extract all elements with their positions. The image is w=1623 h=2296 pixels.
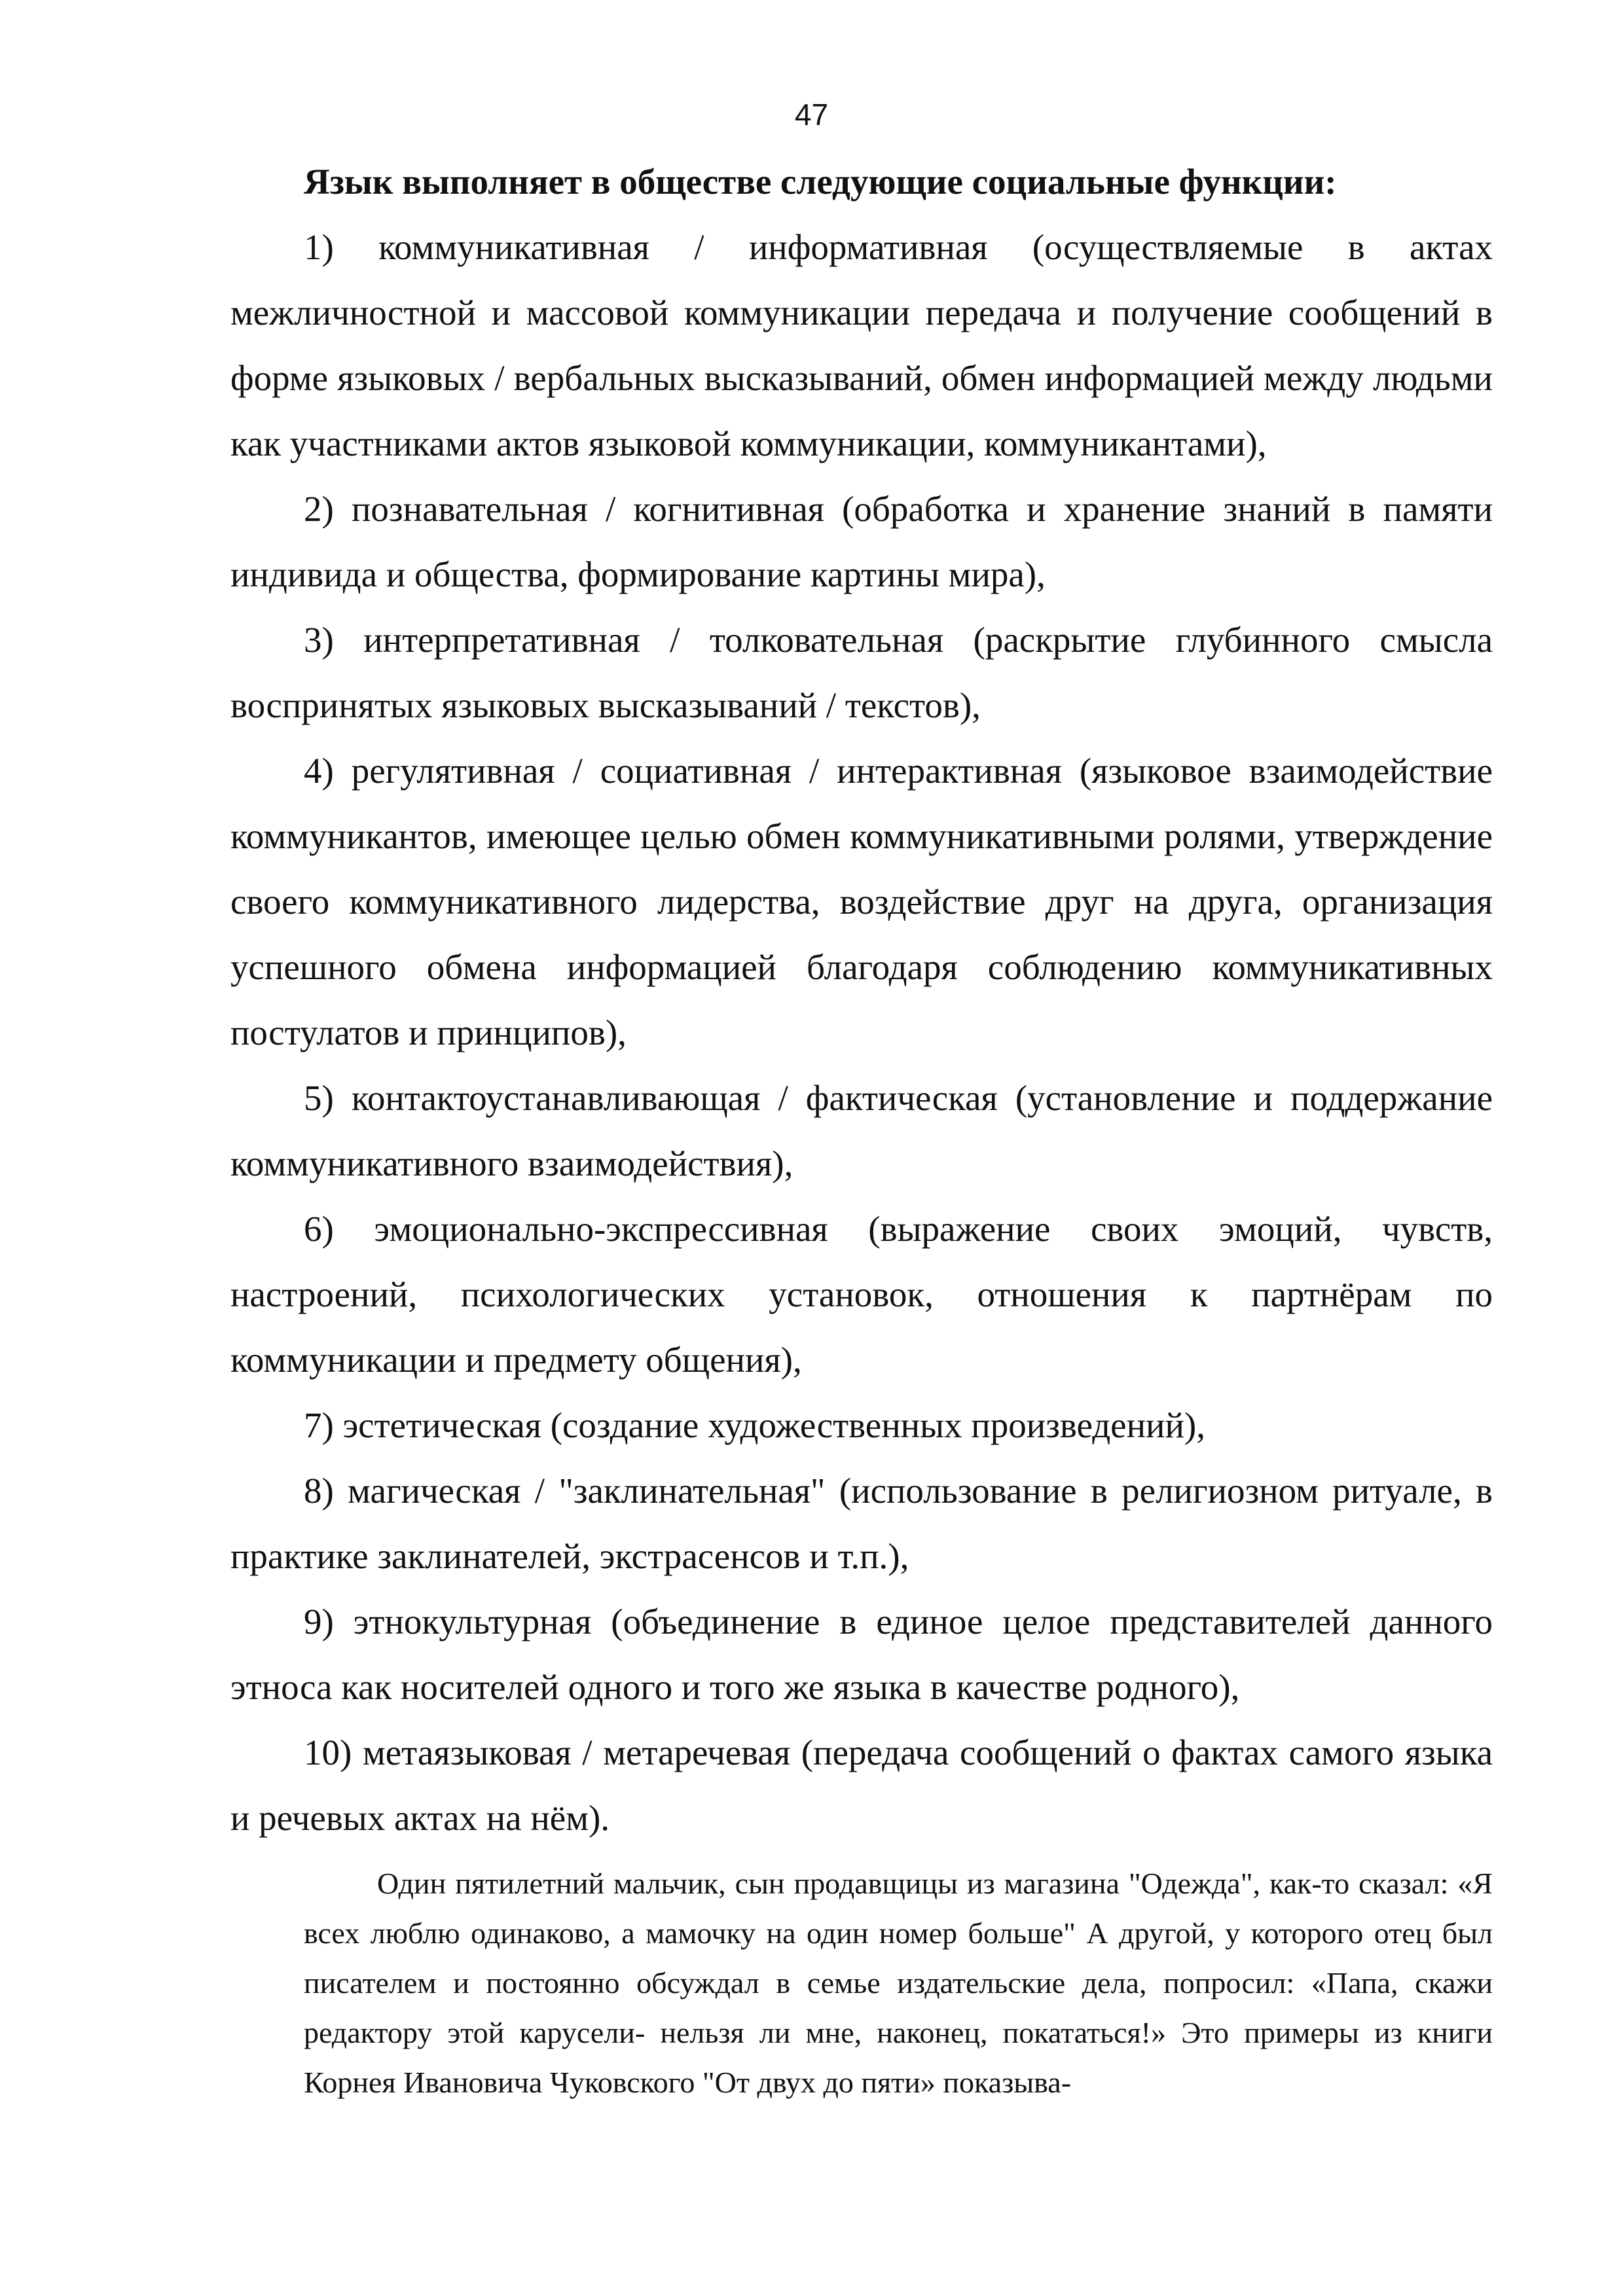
function-item-5: 5) контактоустанавливающая / фактическая (установление и поддержание коммуникативного взаимодействия), [230, 1078, 1493, 1183]
section-heading: Язык выполняет в обществе следующие социальные функции: [304, 162, 1337, 202]
function-item-7: 7) эстетическая (создание художественных произведений), [304, 1405, 1205, 1445]
function-item-2: 2) познавательная / когнитивная (обработка и хранение знаний в памяти индивида и общества, формирование картины мира), [230, 489, 1493, 594]
function-item-1: 1) коммуникативная / информативная (осуществляемые в актах межличностной и массовой коммуникации передача и получение сообщений в форме языковых / вербальных высказываний, обмен информацией между людьми как участниками актов языковой коммуникации, коммуникантами), [230, 227, 1493, 463]
function-item-4: 4) регулятивная / социативная / интерактивная (языковое взаимодействие коммуникантов, имеющее целью обмен коммуникативными ролями, утверждение своего коммуникативного лидерства, воздействие друг на друга, организация успешного обмена информацией благодаря соблюдению коммуникативных постулатов и принципов), [230, 751, 1493, 1052]
function-item-10: 10) метаязыковая / метаречевая (передача сообщений о фактах самого языка и речевых актах на нём). [230, 1732, 1493, 1838]
function-item-9: 9) этнокультурная (объединение в единое целое представителей данного этноса как носителей одного и того же языка в качестве родного), [230, 1602, 1493, 1707]
page-body [230, 149, 1493, 2108]
example-quote-paragraph: Один пятилетний мальчик, сын продавщицы из магазина "Одежда", как-то сказал: «Я всех люблю одинаково, а мамочку на один номер больше" А другой, у которого отец был писателем и постоянно обсуждал в семье издательские дела, попросил: «Папа, скажи редактору этой карусели- нельзя ли мне, наконец, покататься!» Это примеры из книги Корнея Ивановича Чуковского "От двух до пяти» показыва- [304, 1867, 1493, 2099]
function-item-3: 3) интерпретативная / толковательная (раскрытие глубинного смысла воспринятых языковых высказываний / текстов), [230, 620, 1493, 725]
function-item-8: 8) магическая / "заклинательная" (использование в религиозном ритуале, в практике заклинателей, экстрасенсов и т.п.), [230, 1471, 1493, 1576]
page-number: 47 [794, 98, 829, 132]
function-item-6: 6) эмоционально-экспрессивная (выражение своих эмоций, чувств, настроений, психологических установок, отношения к партнёрам по коммуникации и предмету общения), [230, 1209, 1493, 1380]
